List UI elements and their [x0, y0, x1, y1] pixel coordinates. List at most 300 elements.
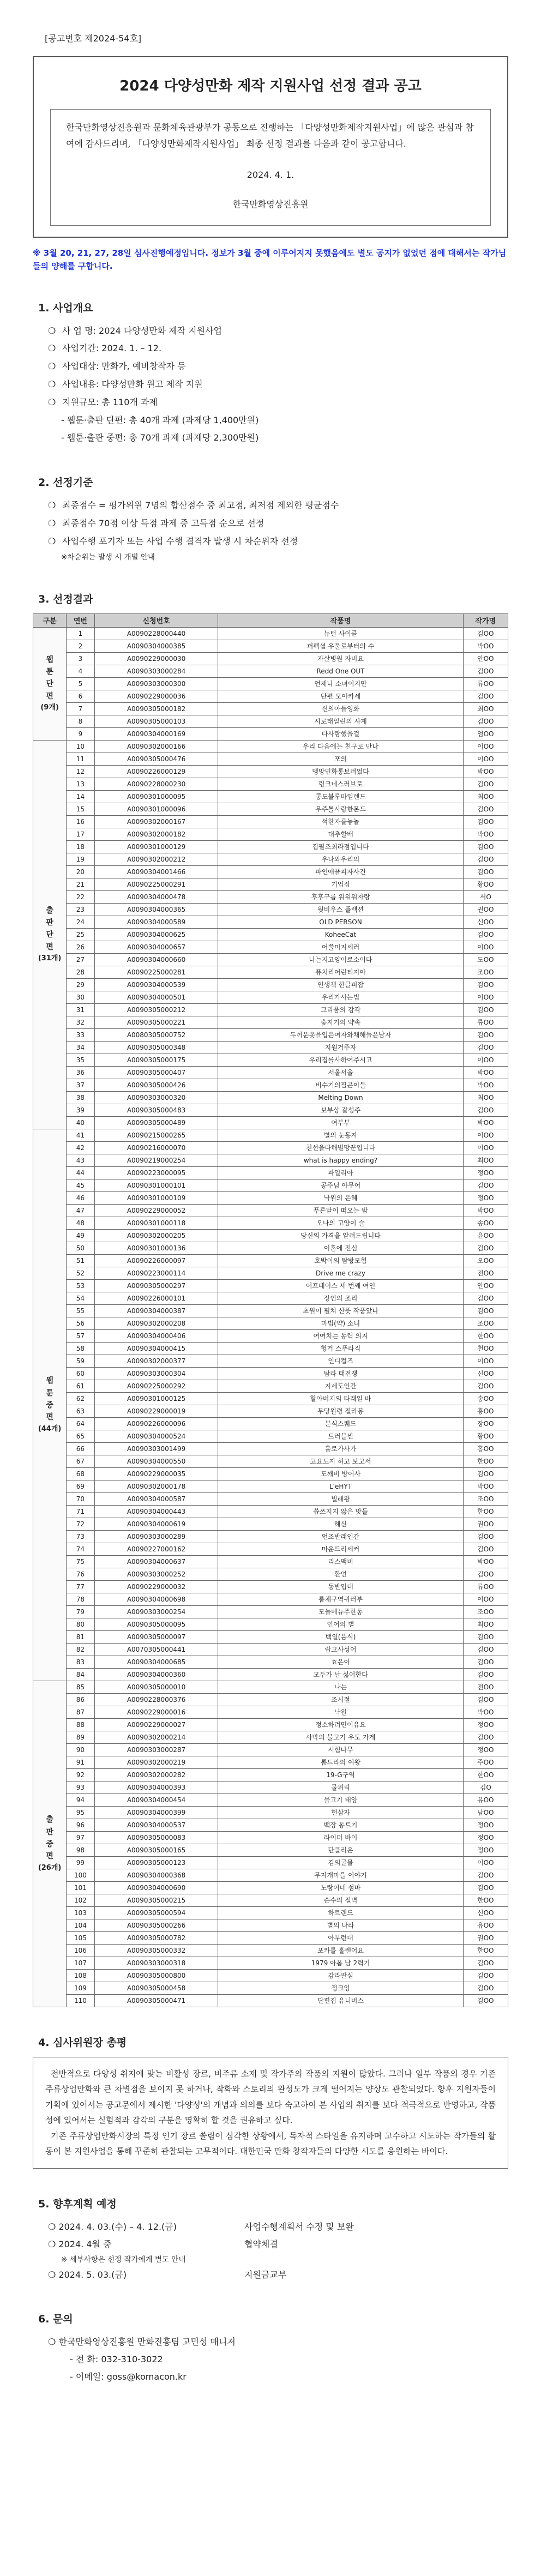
row-num: 102 — [67, 1894, 94, 1906]
group-name: 웹 툰 중 편 — [46, 1376, 53, 1422]
work-title: 우리가사는법 — [218, 991, 463, 1003]
page-title: 2024 다양성만화 제작 지원사업 선정 결과 공고 — [119, 78, 422, 94]
list-item-text: 지원규모: 총 110개 과제 — [62, 396, 158, 407]
document-number: [공고번호 제2024-54호] — [45, 33, 142, 44]
author-name: 신OO — [463, 1367, 508, 1380]
bullet-icon: ❍ — [48, 343, 56, 354]
work-title: 여여치는 동력 의지 — [218, 1329, 463, 1342]
section-results-title: 3. 선정결과 — [38, 593, 93, 605]
table-row — [33, 1630, 508, 1643]
author-name: 이OO — [463, 1129, 508, 1141]
application-code: A0090229000027 — [94, 1718, 218, 1731]
author-name: 윤OO — [463, 1229, 508, 1242]
author-name: 김OO — [463, 690, 508, 702]
author-name: 김OO — [463, 1304, 508, 1317]
author-name: 정OO — [463, 1819, 508, 1831]
application-code: A0090303000289 — [94, 1530, 218, 1543]
bullet-icon: ❍ — [48, 2221, 59, 2232]
row-num: 82 — [67, 1643, 94, 1656]
table-row — [33, 1756, 508, 1768]
application-code: A0090301000136 — [94, 1242, 218, 1254]
application-code: A0090301000101 — [94, 1179, 218, 1191]
application-code: A0090304000698 — [94, 1593, 218, 1605]
row-num: 73 — [67, 1530, 94, 1543]
table-row — [33, 1141, 508, 1154]
work-title: 언제나 소녀이지만 — [218, 677, 463, 690]
application-code: A0090305000175 — [94, 1054, 218, 1066]
application-code: A0090227000162 — [94, 1543, 218, 1555]
table-row — [33, 890, 508, 903]
row-num: 62 — [67, 1392, 94, 1405]
work-title: 탐라 태전쟁 — [218, 1367, 463, 1380]
row-num: 6 — [67, 690, 94, 702]
criteria-note: ※차순위는 발생 시 개별 안내 — [61, 552, 155, 562]
row-num: 99 — [67, 1856, 94, 1869]
author-name: 최OO — [463, 1154, 508, 1166]
row-num: 41 — [67, 1129, 94, 1141]
row-num: 88 — [67, 1718, 94, 1731]
application-code: A0090229000016 — [94, 1706, 218, 1718]
work-title: 19-G구역 — [218, 1768, 463, 1781]
row-num: 25 — [67, 928, 94, 941]
application-code: A0090304001466 — [94, 865, 218, 878]
row-num: 110 — [67, 1994, 94, 2007]
author-name: 한OO — [463, 1329, 508, 1342]
schedule-row — [48, 2266, 508, 2284]
author-name: 최OO — [463, 702, 508, 715]
table-row — [33, 865, 508, 878]
application-code: A0090305000123 — [94, 1856, 218, 1869]
work-title: 인생책 한글퍼잡 — [218, 978, 463, 991]
row-num: 61 — [67, 1380, 94, 1392]
author-name: 정OO — [463, 1166, 508, 1179]
row-num: 31 — [67, 1003, 94, 1016]
table-row — [33, 652, 508, 665]
row-num: 74 — [67, 1543, 94, 1555]
work-title: 도깨비 방어사 — [218, 1467, 463, 1480]
table-row — [33, 1380, 508, 1392]
work-title: 숲지기의 약속 — [218, 1016, 463, 1028]
table-row — [33, 1229, 508, 1242]
table-row — [33, 1166, 508, 1179]
work-title: 단편 모아카세 — [218, 690, 463, 702]
author-name: 조OO — [463, 1317, 508, 1329]
overview-list — [33, 322, 508, 412]
work-title: 퍼펙셜 우물로부터의 수 — [218, 640, 463, 652]
row-num: 35 — [67, 1054, 94, 1066]
application-code: A0090303000300 — [94, 677, 218, 690]
row-num: 63 — [67, 1405, 94, 1417]
group-cell — [33, 740, 67, 1129]
table-row — [33, 1819, 508, 1831]
work-title: 1979 아폼 남 2력기 — [218, 1957, 463, 1969]
work-title: 어쭐미지세러 — [218, 941, 463, 953]
author-name: 김OO — [463, 1467, 508, 1480]
application-code: A0090305000407 — [94, 1066, 218, 1079]
application-code: A0090304000393 — [94, 1781, 218, 1793]
application-code: A0090304000537 — [94, 1819, 218, 1831]
author-name: 김OO — [463, 1242, 508, 1254]
row-num: 2 — [67, 640, 94, 652]
author-name: 정OO — [463, 1844, 508, 1856]
list-item-text: 사 업 명: 2024 다양성만화 제작 지원사업 — [62, 325, 223, 336]
row-num: 94 — [67, 1793, 94, 1806]
table-row — [33, 903, 508, 916]
author-name: 홍OO — [463, 1442, 508, 1455]
table-row — [33, 702, 508, 715]
work-title: 단편집 유니버스 — [218, 1994, 463, 2007]
bullet-icon: ❍ — [48, 396, 56, 407]
work-title: Melting Down — [218, 1091, 463, 1104]
work-title: 멩망민화통보려었다 — [218, 765, 463, 778]
row-num: 18 — [67, 840, 94, 853]
application-code: A0090226000097 — [94, 1254, 218, 1267]
table-row — [33, 1467, 508, 1480]
author-name: 김OO — [463, 803, 508, 815]
table-row — [33, 1931, 508, 1944]
table-row — [33, 1505, 508, 1518]
application-code: A0090228000376 — [94, 1693, 218, 1706]
work-title: 낙원의 은혜 — [218, 1191, 463, 1204]
table-row — [33, 1743, 508, 1756]
application-code: A0090228000440 — [94, 627, 218, 640]
table-row — [33, 1643, 508, 1656]
contact-item — [48, 2333, 508, 2351]
review-box — [33, 2057, 508, 2169]
work-title: 대추할배 — [218, 828, 463, 840]
author-name: 권OO — [463, 1518, 508, 1530]
announcement-box — [33, 56, 508, 238]
row-num: 51 — [67, 1254, 94, 1267]
work-title: 시로태일린의 사계 — [218, 715, 463, 727]
table-row — [33, 1781, 508, 1793]
application-code: A0090304000660 — [94, 953, 218, 966]
author-name: 김OO — [463, 778, 508, 790]
application-code: A0090304000589 — [94, 916, 218, 928]
author-name: 한OO — [463, 1894, 508, 1906]
application-code: A0090302000219 — [94, 1756, 218, 1768]
row-num: 81 — [67, 1630, 94, 1643]
work-title: 룸채구역귀러부 — [218, 1593, 463, 1605]
application-code: A0090303000320 — [94, 1091, 218, 1104]
row-num: 83 — [67, 1656, 94, 1668]
application-code: A0090226000096 — [94, 1417, 218, 1430]
application-code: A0090304000625 — [94, 928, 218, 941]
work-title: 우나와우리의 — [218, 853, 463, 865]
schedule-date — [48, 2236, 244, 2253]
table-row — [33, 1129, 508, 1141]
table-row — [33, 1154, 508, 1166]
schedule-date-text: 2024. 5. 03.(금) — [58, 2270, 127, 2280]
application-code: A0090305000221 — [94, 1016, 218, 1028]
application-code: A0090304000524 — [94, 1430, 218, 1442]
work-title: 푸른달이 떠오는 밤 — [218, 1204, 463, 1217]
table-row — [33, 966, 508, 978]
work-title: 다사랑했을걸 — [218, 727, 463, 740]
schedule-date-text: 2024. 4. 03.(수) – 4. 12.(금) — [58, 2221, 177, 2232]
author-name: 김OO — [463, 1003, 508, 1016]
row-num: 95 — [67, 1806, 94, 1819]
table-row — [33, 941, 508, 953]
application-code: A0090304000454 — [94, 1793, 218, 1806]
work-title: 씁쓰지지 않은 맛들 — [218, 1505, 463, 1518]
group-name: 출 판 중 편 — [46, 1815, 53, 1861]
application-code: A0090305000458 — [94, 1982, 218, 1994]
row-num: 104 — [67, 1919, 94, 1931]
application-code: A0090304000406 — [94, 1329, 218, 1342]
application-code: A0090302000214 — [94, 1731, 218, 1743]
author-name: 박OO — [463, 765, 508, 778]
list-item-text: 사업대상: 만화가, 예비창작자 등 — [62, 361, 186, 372]
application-code: A0090229000019 — [94, 1405, 218, 1417]
work-title: 하트랜드 — [218, 1906, 463, 1919]
section-overview-title: 1. 사업개요 — [38, 302, 93, 314]
section-plan-title: 5. 향후계획 예정 — [38, 2198, 117, 2210]
author-name: 이OO — [463, 1054, 508, 1066]
application-code: A0090305000097 — [94, 1630, 218, 1643]
row-num: 75 — [67, 1555, 94, 1568]
table-row — [33, 1179, 508, 1191]
application-code: A0090304000539 — [94, 978, 218, 991]
author-name: 김OO — [463, 840, 508, 853]
author-name: 김OO — [463, 815, 508, 828]
results-table — [33, 613, 508, 2007]
work-title: 모놀메뉴주한동 — [218, 1605, 463, 1618]
support-scale-item: - 웹툰·출판 단편: 총 40개 과제 (과제당 1,400만원) — [61, 414, 259, 425]
work-title: 단클리온 — [218, 1844, 463, 1856]
work-title: 인어의 별 — [218, 1618, 463, 1630]
table-row — [33, 1668, 508, 1681]
work-title: 노랑어네 섬마 — [218, 1881, 463, 1894]
row-num: 68 — [67, 1467, 94, 1480]
work-title: 서울서울 — [218, 1066, 463, 1079]
list-item — [48, 394, 508, 412]
table-row — [33, 1856, 508, 1869]
row-num: 106 — [67, 1944, 94, 1957]
table-row — [33, 1442, 508, 1455]
table-row — [33, 1016, 508, 1028]
application-code: A0090303000252 — [94, 1568, 218, 1580]
author-name: 김OO — [463, 1693, 508, 1706]
author-name: 권OO — [463, 1931, 508, 1944]
table-row — [33, 1593, 508, 1605]
author-name: 송OO — [463, 1217, 508, 1229]
row-num: 46 — [67, 1191, 94, 1204]
table-row — [33, 1480, 508, 1492]
work-title: 트러블씬 — [218, 1430, 463, 1442]
author-name: 유OO — [463, 1793, 508, 1806]
application-code: A0090302000208 — [94, 1317, 218, 1329]
work-title: 당신의 가격을 알려드립니다 — [218, 1229, 463, 1242]
application-code: A0090305000426 — [94, 1079, 218, 1091]
application-code: A0090304000387 — [94, 1304, 218, 1317]
application-code: A0090303000284 — [94, 665, 218, 677]
application-code: A0090305000297 — [94, 1279, 218, 1292]
application-code: A0090302000377 — [94, 1355, 218, 1367]
work-title: 포의 — [218, 753, 463, 765]
work-title: 사막의 불고기 우도 가게 — [218, 1731, 463, 1743]
table-row — [33, 1919, 508, 1931]
author-name: 김OO — [463, 1643, 508, 1656]
row-num: 96 — [67, 1819, 94, 1831]
work-title: 물위릭 — [218, 1781, 463, 1793]
author-name: 김OO — [463, 665, 508, 677]
work-title: 공주님 아무어 — [218, 1179, 463, 1191]
author-name: 송OO — [463, 1392, 508, 1405]
work-title: 해신 — [218, 1518, 463, 1530]
row-num: 14 — [67, 790, 94, 803]
application-code: A0090303001499 — [94, 1442, 218, 1455]
work-title: 할아버지의 타래일 바 — [218, 1392, 463, 1405]
application-code: A0090305000348 — [94, 1041, 218, 1054]
author-name: 김OO — [463, 1994, 508, 2007]
application-code: A0090305000165 — [94, 1844, 218, 1856]
row-num: 8 — [67, 715, 94, 727]
row-num: 3 — [67, 652, 94, 665]
list-item — [48, 340, 508, 358]
row-num: 20 — [67, 865, 94, 878]
group-count: (44개) — [38, 1424, 62, 1433]
row-num: 85 — [67, 1681, 94, 1693]
author-name: 오OO — [463, 1254, 508, 1267]
row-num: 36 — [67, 1066, 94, 1079]
row-num: 59 — [67, 1355, 94, 1367]
application-code: A0090301000096 — [94, 803, 218, 815]
work-title: 시험나무 — [218, 1743, 463, 1756]
author-name: 정OO — [463, 1831, 508, 1844]
application-code: A0090229000035 — [94, 1467, 218, 1480]
row-num: 9 — [67, 727, 94, 740]
header-num: 연번 — [67, 613, 94, 627]
application-code: A0090225000292 — [94, 1380, 218, 1392]
row-num: 29 — [67, 978, 94, 991]
group-count: (26개) — [38, 1863, 62, 1872]
table-row — [33, 640, 508, 652]
author-name: 김O — [463, 1781, 508, 1793]
table-row — [33, 1204, 508, 1217]
table-row — [33, 1706, 508, 1718]
table-row — [33, 715, 508, 727]
row-num: 66 — [67, 1442, 94, 1455]
row-num: 45 — [67, 1179, 94, 1191]
work-title: 효은이 — [218, 1656, 463, 1668]
work-title: 지세도인간 — [218, 1380, 463, 1392]
application-code: A0090226000101 — [94, 1292, 218, 1304]
table-row — [33, 1191, 508, 1204]
bullet-icon: ❍ — [48, 535, 56, 546]
list-item — [48, 376, 508, 394]
table-row — [33, 1217, 508, 1229]
section-review-title: 4. 심사위원장 총평 — [38, 2036, 127, 2049]
row-num: 57 — [67, 1329, 94, 1342]
author-name: 천OO — [463, 1342, 508, 1355]
work-title: 우주톨사랑한몬드 — [218, 803, 463, 815]
schedule-task: 지원금교부 — [244, 2270, 287, 2280]
work-title: 나는지고양이로소이다 — [218, 953, 463, 966]
author-name: 안OO — [463, 1279, 508, 1292]
work-title: 백장 동트기 — [218, 1819, 463, 1831]
table-row — [33, 1066, 508, 1079]
author-name: 조OO — [463, 1605, 508, 1618]
author-name: 도OO — [463, 953, 508, 966]
table-row — [33, 1518, 508, 1530]
row-num: 39 — [67, 1104, 94, 1116]
table-row — [33, 1279, 508, 1292]
author-name: 박OO — [463, 1066, 508, 1079]
application-code: A0090225000291 — [94, 878, 218, 890]
bullet-icon: ❍ — [48, 361, 56, 372]
list-item — [48, 358, 508, 376]
row-num: 43 — [67, 1154, 94, 1166]
author-name: 안OO — [463, 652, 508, 665]
work-title: KoheeCat — [218, 928, 463, 941]
header-author: 작가명 — [463, 613, 508, 627]
table-row — [33, 1329, 508, 1342]
row-num: 84 — [67, 1668, 94, 1681]
group-name: 출 판 단 편 — [46, 906, 53, 952]
work-title: 백일(음식) — [218, 1630, 463, 1643]
author-name: 이OO — [463, 1856, 508, 1869]
application-code: A0090303000254 — [94, 1605, 218, 1618]
row-num: 47 — [67, 1204, 94, 1217]
author-name: 김OO — [463, 1982, 508, 1994]
application-code: A0090223000095 — [94, 1166, 218, 1179]
work-title: 뉴턴 사이클 — [218, 627, 463, 640]
table-row — [33, 1994, 508, 2007]
work-title: 포카를 홀렌어요 — [218, 1944, 463, 1957]
table-row — [33, 778, 508, 790]
row-num: 67 — [67, 1455, 94, 1467]
author-name: 김OO — [463, 1630, 508, 1643]
row-num: 78 — [67, 1593, 94, 1605]
row-num: 92 — [67, 1768, 94, 1781]
table-row — [33, 1492, 508, 1505]
application-code: A0090304000360 — [94, 1668, 218, 1681]
table-row — [33, 740, 508, 753]
application-code: A0090228000230 — [94, 778, 218, 790]
row-num: 79 — [67, 1605, 94, 1618]
work-title: 퓨처리어린티지아 — [218, 966, 463, 978]
work-title: 집필조최라점입니다 — [218, 840, 463, 853]
application-code: A0090301000109 — [94, 1191, 218, 1204]
author-name: 황OO — [463, 1430, 508, 1442]
row-num: 12 — [67, 765, 94, 778]
work-title: 파인애플피자사건 — [218, 865, 463, 878]
bullet-icon: ❍ — [48, 517, 56, 528]
application-code: A0090223000114 — [94, 1267, 218, 1279]
application-code: A0090304000690 — [94, 1881, 218, 1894]
application-code: A0090301000095 — [94, 790, 218, 803]
table-row — [33, 1254, 508, 1267]
author-name: 한OO — [463, 1768, 508, 1781]
author-name: 김OO — [463, 1656, 508, 1668]
author-name: 김OO — [463, 1292, 508, 1304]
table-row — [33, 815, 508, 828]
row-num: 55 — [67, 1304, 94, 1317]
group-cell — [33, 1129, 67, 1681]
table-row — [33, 978, 508, 991]
table-row — [33, 1881, 508, 1894]
work-title: 링크네스러브로 — [218, 778, 463, 790]
row-num: 44 — [67, 1166, 94, 1179]
table-row — [33, 1116, 508, 1129]
work-title: 초원이 펼쳐 산뜻 작품았나 — [218, 1304, 463, 1317]
application-code: A0090305000266 — [94, 1919, 218, 1931]
work-title: 호박이의 탐방모험 — [218, 1254, 463, 1267]
author-name: 한OO — [463, 1505, 508, 1518]
work-title: 윗비우스 플렉션 — [218, 903, 463, 916]
row-num: 37 — [67, 1079, 94, 1091]
